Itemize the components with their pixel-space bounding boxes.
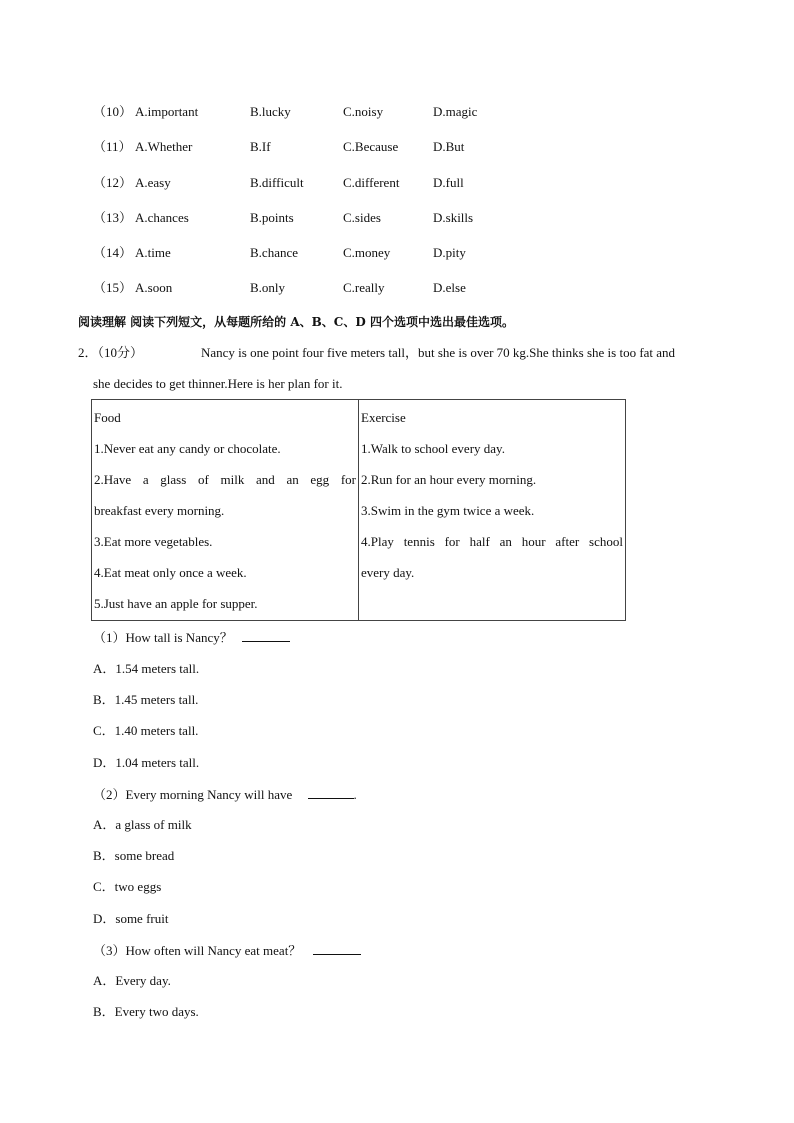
choice-d: D．some fruit xyxy=(93,911,169,926)
option-c: C.really xyxy=(343,280,385,295)
food-column xyxy=(92,400,359,621)
choice-b: B．some bread xyxy=(93,848,175,863)
choice-b: B．1.45 meters tall. xyxy=(93,692,199,707)
food-item: 5.Just have an apple for supper. xyxy=(94,596,258,611)
option-c: C.money xyxy=(343,245,391,260)
exercise-item: 4.Play tennis for half an hour after school xyxy=(361,534,623,549)
option-number: （13） xyxy=(93,210,133,225)
choice-d: D．1.04 meters tall. xyxy=(93,755,200,770)
choice-a: A．a glass of milk xyxy=(93,817,192,832)
question-text: （3）How often will Nancy eat meat？ xyxy=(93,943,302,958)
exercise-item: 2.Run for an hour every morning. xyxy=(361,472,537,487)
exercise-item: 1.Walk to school every day. xyxy=(361,441,505,456)
answer-blank xyxy=(313,940,361,955)
exercise-item: every day. xyxy=(361,565,415,580)
question-text: （1）How tall is Nancy？ xyxy=(93,630,233,645)
option-b: B.only xyxy=(250,280,286,295)
option-c: C.sides xyxy=(343,210,381,225)
option-c: C.noisy xyxy=(343,104,384,119)
option-a: A.important xyxy=(135,104,199,119)
option-d: D.But xyxy=(433,139,465,154)
option-c: C.Because xyxy=(343,139,399,154)
option-a: A.time xyxy=(135,245,171,260)
option-a: A.Whether xyxy=(135,139,193,154)
option-number: （12） xyxy=(93,175,133,190)
option-a: A.chances xyxy=(135,210,189,225)
section-instruction: 阅读理解 阅读下列短文，从每题所给的 A、B、C、D 四个选项中选出最佳选项。 xyxy=(78,315,514,329)
passage-line-1: Nancy is one point four five meters tall，but she is over 70 kg.She thinks she is too fat and xyxy=(201,345,676,360)
option-c: C.different xyxy=(343,175,400,190)
sub-question-3 xyxy=(93,940,361,961)
choice-a: A．Every day. xyxy=(93,973,171,988)
option-a: A.easy xyxy=(135,175,171,190)
food-item: 4.Eat meat only once a week. xyxy=(94,565,247,580)
sub-question-2 xyxy=(93,784,357,805)
choice-c: C．two eggs xyxy=(93,879,162,894)
choice-b: B．Every two days. xyxy=(93,1004,199,1019)
plan-table xyxy=(91,399,626,621)
option-b: B.difficult xyxy=(250,175,304,190)
choice-c: C．1.40 meters tall. xyxy=(93,723,199,738)
question-suffix: . xyxy=(353,787,357,802)
exercise-header: Exercise xyxy=(361,410,406,425)
choice-a: A．1.54 meters tall. xyxy=(93,661,200,676)
option-a: A.soon xyxy=(135,280,173,295)
food-item: 1.Never eat any candy or chocolate. xyxy=(94,441,281,456)
option-b: B.chance xyxy=(250,245,299,260)
option-number: （14） xyxy=(93,245,133,260)
food-header: Food xyxy=(94,410,121,425)
option-b: B.points xyxy=(250,210,294,225)
option-d: D.skills xyxy=(433,210,474,225)
option-d: D.full xyxy=(433,175,464,190)
answer-blank xyxy=(308,784,354,799)
question-number: 2．（10分） xyxy=(78,345,144,360)
sub-question-1 xyxy=(93,627,290,648)
food-item: 3.Eat more vegetables. xyxy=(94,534,213,549)
option-number: （15） xyxy=(93,280,133,295)
option-d: D.else xyxy=(433,280,466,295)
option-d: D.magic xyxy=(433,104,478,119)
exercise-item: 3.Swim in the gym twice a week. xyxy=(361,503,535,518)
exercise-column xyxy=(359,400,626,621)
option-number: （10） xyxy=(93,104,133,119)
option-d: D.pity xyxy=(433,245,466,260)
answer-blank xyxy=(242,627,290,642)
passage-line-2: she decides to get thinner.Here is her plan for it. xyxy=(93,376,343,391)
food-item: 2.Have a glass of milk and an egg for xyxy=(94,472,356,487)
food-item: breakfast every morning. xyxy=(94,503,225,518)
option-b: B.If xyxy=(250,139,271,154)
option-number: （11） xyxy=(93,139,132,154)
question-text: （2）Every morning Nancy will have xyxy=(93,787,293,802)
option-b: B.lucky xyxy=(250,104,291,119)
